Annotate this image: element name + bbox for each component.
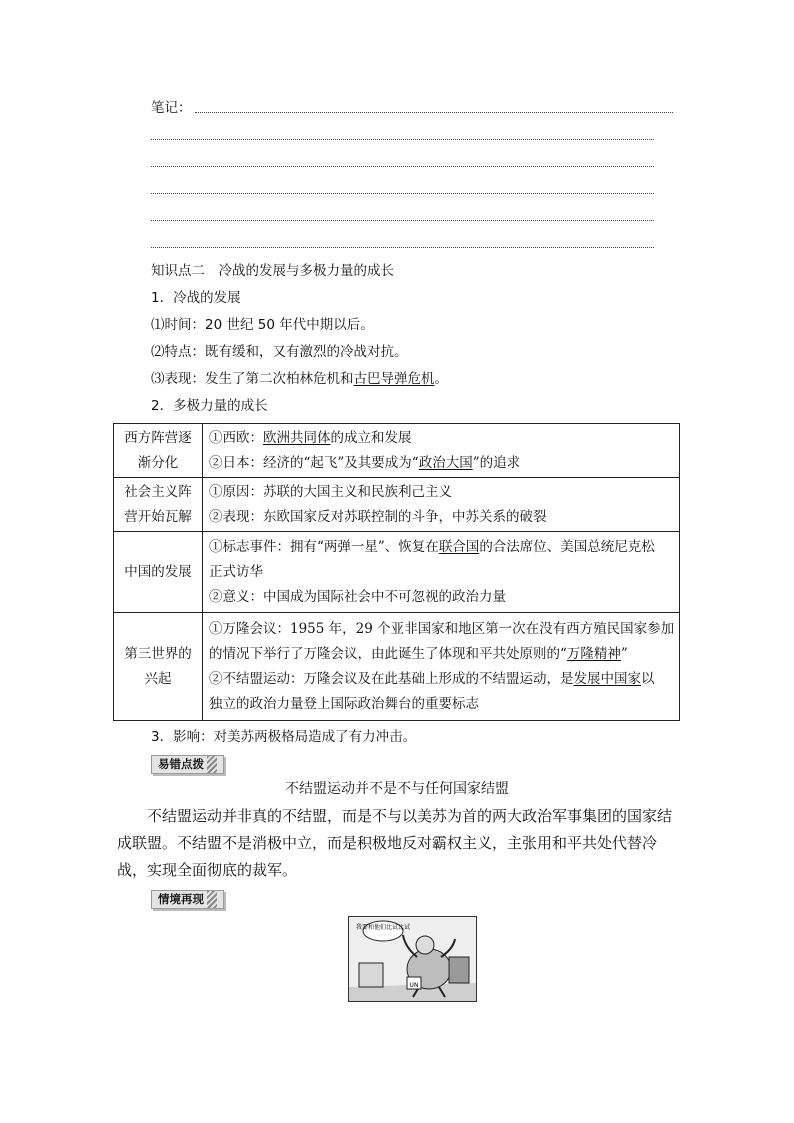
tip-tag [151,755,224,774]
notes-line[interactable] [151,166,654,167]
row-head-line: 第三世界的 [124,645,192,662]
cartoon-illustration [349,917,476,1001]
row-line: ①原因：苏联的大国主义和民族利己主义 [209,483,452,500]
text: ” [620,645,628,662]
notes-line[interactable] [151,193,654,194]
underlined-term: 发展中国家 [573,670,641,687]
tag-stripe-icon [207,756,217,773]
tip-tag-label: 易错点拨 [158,757,204,771]
row-body [203,613,680,721]
show-suffix: 。 [434,371,448,387]
section-heading: 知识点二 冷战的发展与多极力量的成长 [151,263,394,279]
notes-line[interactable] [151,220,654,221]
text: ②不结盟运动：万隆会议及在此基础上形成的不结盟运动，是 [209,670,574,687]
row-line [209,667,675,692]
row-head-line: 渐分化 [137,454,179,471]
row-head-line: 西方阵营逐 [124,429,192,446]
scene-tag [151,890,224,909]
row-head [114,613,203,721]
row-body [203,424,680,478]
multipolar-table [113,423,680,721]
row-head [114,478,203,532]
row-line [209,642,675,667]
cold-war-show [151,369,448,389]
text: 的情况下举行了万隆会议，由此诞生了体现和平共处原则的“ [209,645,567,662]
cartoon-image [348,916,477,1002]
underlined-term: 政治大国 [418,454,473,471]
multipolar-heading: 2．多极力量的成长 [151,398,268,414]
underlined-term: 万隆精神 [566,645,621,662]
row-line: ②表现：东欧国家反对苏联控制的斗争，中苏关系的破裂 [209,508,547,525]
show-underlined: 古巴导弹危机 [353,371,435,387]
row-body [203,478,680,532]
row-head-line: 中国的发展 [124,563,192,580]
underlined-term: 欧洲共同体 [263,429,331,446]
row-head-line: 兴起 [144,670,172,687]
tip-body: 不结盟运动并非真的不结盟，而是不与以美苏为首的两大政治军事集团的国家结成联盟。不结盟不是消极中立，而是积极地反对霸权主义，主张用和平共处代替冷战，实现全面彻底的裁军。 [117,807,673,879]
notes-label: 笔记： [151,100,192,116]
row-head-line: 社会主义阵 [124,483,192,500]
row-line [209,426,675,451]
row-body [203,532,680,613]
row-head [114,424,203,478]
row-line: 正式访华 [209,563,263,580]
text: 的合法席位、美国总统尼克松 [479,538,655,555]
cold-war-feature: ⑵特点：既有缓和，又有激烈的冷战对抗。 [151,344,408,360]
table-row [114,424,680,478]
notes-line[interactable] [195,112,673,113]
row-line: 独立的政治力量登上国际政治舞台的重要标志 [209,695,479,712]
row-head [114,532,203,613]
show-prefix: ⑶表现：发生了第二次柏林危机和 [151,371,354,387]
text: ”的追求 [472,454,521,471]
row-line: ①万隆会议：1955 年，29 个亚非国家和地区第一次在没有西方殖民国家参加 [209,620,675,637]
text: 以 [641,670,655,687]
text: 的成立和发展 [330,429,412,446]
tag-stripe-icon [207,891,217,908]
un-sign: UN [409,982,419,989]
notes-line[interactable] [151,139,654,140]
underlined-term: 联合国 [438,538,480,555]
impact-line: 3．影响：对美苏两极格局造成了有力冲击。 [151,729,417,745]
text: ②日本：经济的“起飞”及其要成为“ [209,454,419,471]
row-line [209,451,675,476]
notes-line[interactable] [151,247,654,248]
row-head-line: 营开始瓦解 [124,508,192,525]
tip-title: 不结盟运动并不是不与任何国家结盟 [285,781,509,797]
table-row [114,478,680,532]
cold-war-time: ⑴时间：20 世纪 50 年代中期以后。 [151,317,374,333]
cold-war-heading: 1．冷战的发展 [151,290,241,306]
text: ①标志事件：拥有“两弹一星”、恢复在 [209,538,439,555]
scene-tag-label: 情境再现 [158,892,204,906]
speech-bubble-text: 我要和他们比试比试 [355,924,411,931]
text: ①西欧： [209,429,263,446]
table-row [114,532,680,613]
table-row [114,613,680,721]
row-line: ②意义：中国成为国际社会中不可忽视的政治力量 [209,588,506,605]
row-line [209,535,675,560]
